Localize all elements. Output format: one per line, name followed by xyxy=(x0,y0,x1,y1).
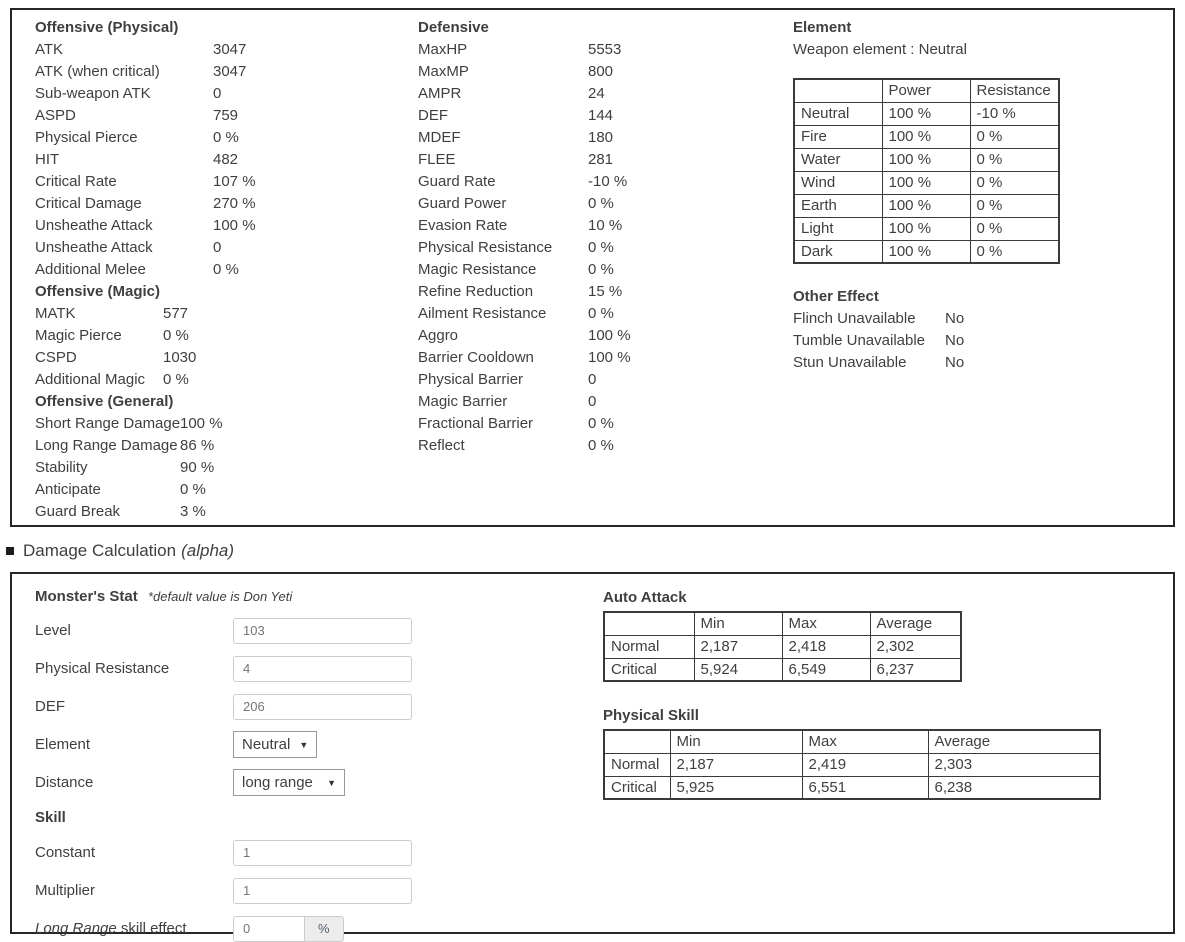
stat-value: No xyxy=(945,332,965,349)
stat-row xyxy=(35,259,418,281)
stat-label: Physical Barrier xyxy=(418,371,524,388)
stat-label: AMPR xyxy=(418,85,462,102)
stat-value: 3047 xyxy=(213,63,247,80)
stat-label: MDEF xyxy=(418,129,461,146)
element-name-cell: Wind xyxy=(794,171,882,194)
element-header-blank xyxy=(794,79,882,102)
max-damage-cell: 6,549 xyxy=(782,658,870,681)
stat-value: 15 % xyxy=(588,283,623,300)
average-damage-cell: 2,303 xyxy=(928,753,1100,776)
stat-row xyxy=(418,259,793,281)
element-table-row xyxy=(794,194,1059,217)
element-name-cell: Neutral xyxy=(794,102,882,125)
stat-row xyxy=(35,501,418,523)
aa-header-blank xyxy=(604,612,694,635)
element-power-cell: 100 % xyxy=(882,217,970,240)
element-name-cell: Water xyxy=(794,148,882,171)
stat-label: Critical Damage xyxy=(35,195,142,212)
stat-label: Stability xyxy=(35,459,88,476)
offensive-general-rows xyxy=(35,413,418,523)
stat-label: Reflect xyxy=(418,437,465,454)
stat-row xyxy=(35,193,418,215)
auto-attack-row xyxy=(604,635,961,658)
stat-label: Guard Break xyxy=(35,503,121,520)
stat-value: 0 % xyxy=(213,261,239,278)
stat-value: 5553 xyxy=(588,41,622,58)
constant-row xyxy=(35,839,603,866)
stat-row xyxy=(418,391,793,413)
stat-label: Magic Barrier xyxy=(418,393,508,410)
stat-row xyxy=(35,303,418,325)
stat-label: HIT xyxy=(35,151,60,168)
def-input[interactable] xyxy=(233,694,412,720)
stat-row xyxy=(35,171,418,193)
stat-row xyxy=(418,237,793,259)
stat-value: 1030 xyxy=(163,349,197,366)
stat-label: Unsheathe Attack xyxy=(35,217,153,234)
min-damage-cell: 2,187 xyxy=(670,753,802,776)
stat-label: Stun Unavailable xyxy=(793,354,907,371)
stat-row xyxy=(35,39,418,61)
physical-skill-block xyxy=(603,707,1173,800)
stat-value: 270 % xyxy=(213,195,256,212)
stat-value: 281 xyxy=(588,151,614,168)
stat-value: 90 % xyxy=(180,459,215,476)
offensive-magic-section xyxy=(35,281,418,391)
defensive-title: Defensive xyxy=(418,19,489,36)
stat-value: 0 % xyxy=(588,195,614,212)
stat-row xyxy=(793,308,1173,330)
monster-stat-note: *default value is Don Yeti xyxy=(147,589,293,604)
multiplier-input[interactable] xyxy=(233,878,412,904)
offensive-physical-section xyxy=(35,17,418,281)
element-table-row xyxy=(794,240,1059,263)
aa-header-average: Average xyxy=(870,612,961,635)
stat-label: Magic Pierce xyxy=(35,327,122,344)
distance-row xyxy=(35,769,603,796)
long-range-effect-input[interactable] xyxy=(233,916,305,942)
stat-label: Guard Power xyxy=(418,195,507,212)
stat-label: Guard Rate xyxy=(418,173,496,190)
stat-row xyxy=(418,61,793,83)
aa-header-min: Min xyxy=(694,612,782,635)
stat-value: 0 xyxy=(213,85,222,102)
physical-resistance-label: Physical Resistance xyxy=(35,660,170,677)
element-resistance-cell: 0 % xyxy=(970,240,1059,263)
stat-value: 107 % xyxy=(213,173,256,190)
offensive-general-section xyxy=(35,391,418,523)
offensive-stats-column xyxy=(35,17,418,525)
min-damage-cell: 5,925 xyxy=(670,776,802,799)
element-header-resistance: Resistance xyxy=(970,79,1059,102)
stat-label: Sub-weapon ATK xyxy=(35,85,151,102)
average-damage-cell: 2,302 xyxy=(870,635,961,658)
monster-stat-header xyxy=(35,588,603,609)
level-label: Level xyxy=(35,622,71,639)
stat-label: MATK xyxy=(35,305,76,322)
stat-label: ATK xyxy=(35,41,64,58)
element-resistance-cell: 0 % xyxy=(970,171,1059,194)
defensive-stats-column xyxy=(418,17,793,525)
element-resistance-cell: 0 % xyxy=(970,148,1059,171)
stat-label: Tumble Unavailable xyxy=(793,332,926,349)
stat-value: 0 % xyxy=(213,129,239,146)
stat-value: 180 xyxy=(588,129,614,146)
ps-header-min: Min xyxy=(670,730,802,753)
element-power-cell: 100 % xyxy=(882,148,970,171)
element-name-cell: Fire xyxy=(794,125,882,148)
element-resistance-cell: 0 % xyxy=(970,217,1059,240)
stat-label: ATK (when critical) xyxy=(35,63,160,80)
auto-attack-row xyxy=(604,658,961,681)
element-label: Element xyxy=(35,736,91,753)
physical-skill-table xyxy=(603,729,1101,800)
stat-row xyxy=(418,193,793,215)
element-column xyxy=(793,17,1173,525)
stat-value: 0 % xyxy=(588,305,614,322)
stat-value: 0 % xyxy=(180,481,206,498)
stat-label: FLEE xyxy=(418,151,456,168)
aa-header-max: Max xyxy=(782,612,870,635)
weapon-element-text: Weapon element : Neutral xyxy=(793,41,967,58)
stat-row xyxy=(35,215,418,237)
physical-skill-row xyxy=(604,753,1100,776)
offensive-physical-rows xyxy=(35,39,418,281)
stat-row xyxy=(35,413,418,435)
chevron-down-icon: ▼ xyxy=(299,739,309,750)
stat-value: 100 % xyxy=(588,327,631,344)
stat-row xyxy=(418,347,793,369)
max-damage-cell: 2,418 xyxy=(782,635,870,658)
stat-label: Critical Rate xyxy=(35,173,117,190)
stat-row xyxy=(35,479,418,501)
stat-label: Flinch Unavailable xyxy=(793,310,916,327)
stat-row xyxy=(418,369,793,391)
stat-label: DEF xyxy=(418,107,448,124)
element-name-cell: Light xyxy=(794,217,882,240)
stat-value: 0 % xyxy=(163,371,189,388)
stat-row xyxy=(418,325,793,347)
stat-label: Short Range Damage xyxy=(35,415,181,432)
damage-calculation-heading xyxy=(6,539,1185,563)
stat-label: Refine Reduction xyxy=(418,283,534,300)
level-input[interactable] xyxy=(233,618,412,644)
auto-attack-table xyxy=(603,611,962,682)
ps-header-blank xyxy=(604,730,670,753)
stat-row xyxy=(418,83,793,105)
stat-value: 759 xyxy=(213,107,239,124)
stat-row xyxy=(793,330,1173,352)
element-resistance-cell: 0 % xyxy=(970,125,1059,148)
element-table-row xyxy=(794,102,1059,125)
stat-label: Barrier Cooldown xyxy=(418,349,534,366)
stat-row xyxy=(35,127,418,149)
other-effect-rows xyxy=(793,308,1173,374)
stat-label: MaxHP xyxy=(418,41,468,58)
distance-select-value: long range xyxy=(242,774,313,791)
other-effect-section xyxy=(793,286,1173,374)
chevron-down-icon: ▼ xyxy=(327,777,336,788)
distance-label: Distance xyxy=(35,774,94,791)
stat-value: 0 % xyxy=(163,327,189,344)
stat-row xyxy=(35,435,418,457)
alpha-tag: (alpha) xyxy=(181,541,235,560)
stat-label: CSPD xyxy=(35,349,77,366)
stat-row xyxy=(418,39,793,61)
stat-value: 3047 xyxy=(213,41,247,58)
element-table-header-row xyxy=(794,79,1059,102)
character-stats-panel xyxy=(10,8,1175,527)
stat-label: Evasion Rate xyxy=(418,217,508,234)
stat-label: Unsheathe Attack xyxy=(35,239,153,256)
stat-value: -10 % xyxy=(588,173,628,190)
stat-value: 10 % xyxy=(588,217,623,234)
stat-value: 577 xyxy=(163,305,189,322)
element-table-row xyxy=(794,125,1059,148)
def-row xyxy=(35,693,603,720)
stat-row xyxy=(35,149,418,171)
stat-label: ASPD xyxy=(35,107,76,124)
stat-value: 100 % xyxy=(213,217,256,234)
stat-row xyxy=(418,149,793,171)
multiplier-row xyxy=(35,877,603,904)
stat-label: MaxMP xyxy=(418,63,469,80)
long-range-effect-label: Long Range skill effect xyxy=(35,920,187,937)
stat-row xyxy=(35,457,418,479)
stat-row xyxy=(418,105,793,127)
physical-skill-row xyxy=(604,776,1100,799)
offensive-magic-rows xyxy=(35,303,418,391)
stat-row xyxy=(35,83,418,105)
auto-attack-title: Auto Attack xyxy=(603,589,687,606)
element-row xyxy=(35,731,603,758)
element-resistance-cell: 0 % xyxy=(970,194,1059,217)
stat-row xyxy=(793,352,1173,374)
element-power-cell: 100 % xyxy=(882,240,970,263)
element-power-cell: 100 % xyxy=(882,171,970,194)
element-resistance-cell: -10 % xyxy=(970,102,1059,125)
stat-row xyxy=(418,127,793,149)
stat-value: 100 % xyxy=(180,415,223,432)
stat-value: 0 % xyxy=(588,261,614,278)
skill-section-title: Skill xyxy=(35,809,66,826)
physical-resistance-row xyxy=(35,655,603,682)
damage-calculation-title: Damage Calculation xyxy=(23,541,177,560)
damage-results-column xyxy=(603,588,1173,932)
stat-label: Magic Resistance xyxy=(418,261,537,278)
monster-stat-form xyxy=(35,588,603,937)
stat-label: Physical Pierce xyxy=(35,129,138,146)
stat-label: Long Range Damage xyxy=(35,437,178,454)
percent-addon: % xyxy=(305,916,344,942)
damage-calculation-panel xyxy=(10,572,1175,937)
min-damage-cell: 2,187 xyxy=(694,635,782,658)
stat-value: 0 % xyxy=(588,437,614,454)
stat-value: No xyxy=(945,310,965,327)
stat-row xyxy=(418,215,793,237)
ps-header-max: Max xyxy=(802,730,928,753)
offensive-magic-title: Offensive (Magic) xyxy=(35,283,161,300)
stat-value: 86 % xyxy=(180,437,215,454)
element-table-row xyxy=(794,171,1059,194)
level-row xyxy=(35,617,603,644)
element-power-cell: 100 % xyxy=(882,102,970,125)
def-label: DEF xyxy=(35,698,65,715)
offensive-physical-title: Offensive (Physical) xyxy=(35,19,179,36)
average-damage-cell: 6,237 xyxy=(870,658,961,681)
stat-row xyxy=(35,61,418,83)
stat-value: 0 % xyxy=(588,239,614,256)
constant-label: Constant xyxy=(35,844,96,861)
stat-row xyxy=(35,237,418,259)
stat-label: Anticipate xyxy=(35,481,101,498)
stat-value: 0 xyxy=(213,239,222,256)
hit-type-cell: Normal xyxy=(604,753,670,776)
element-table-row xyxy=(794,148,1059,171)
element-select-value: Neutral xyxy=(242,736,291,753)
element-table-row xyxy=(794,217,1059,240)
min-damage-cell: 5,924 xyxy=(694,658,782,681)
stat-value: 0 % xyxy=(588,415,614,432)
stat-label: Additional Melee xyxy=(35,261,146,278)
stat-label: Fractional Barrier xyxy=(418,415,534,432)
stat-value: 100 % xyxy=(588,349,631,366)
stat-value: 144 xyxy=(588,107,614,124)
element-name-cell: Dark xyxy=(794,240,882,263)
offensive-general-title: Offensive (General) xyxy=(35,393,174,410)
stat-label: Aggro xyxy=(418,327,459,344)
element-power-cell: 100 % xyxy=(882,194,970,217)
physical-skill-title: Physical Skill xyxy=(603,707,699,724)
stat-label: Additional Magic xyxy=(35,371,146,388)
stat-value: 24 xyxy=(588,85,605,102)
stat-label: Ailment Resistance xyxy=(418,305,547,322)
distance-select[interactable] xyxy=(233,769,345,796)
stat-value: 0 xyxy=(588,393,597,410)
element-table xyxy=(793,78,1060,264)
stat-row xyxy=(418,413,793,435)
physical-resistance-input[interactable] xyxy=(233,656,412,682)
stat-row xyxy=(418,435,793,457)
stat-row xyxy=(418,281,793,303)
element-title: Element xyxy=(793,19,852,36)
ps-header-average: Average xyxy=(928,730,1100,753)
stat-row xyxy=(418,171,793,193)
stat-row xyxy=(35,325,418,347)
element-power-cell: 100 % xyxy=(882,125,970,148)
element-select[interactable] xyxy=(233,731,317,758)
square-bullet-icon xyxy=(6,547,14,555)
element-header-power: Power xyxy=(882,79,970,102)
stat-value: 800 xyxy=(588,63,614,80)
stat-value: 3 % xyxy=(180,503,206,520)
max-damage-cell: 2,419 xyxy=(802,753,928,776)
other-effect-title: Other Effect xyxy=(793,288,879,305)
element-name-cell: Earth xyxy=(794,194,882,217)
stat-row xyxy=(35,347,418,369)
average-damage-cell: 6,238 xyxy=(928,776,1100,799)
stat-row xyxy=(35,369,418,391)
monster-stat-title: Monster's Stat xyxy=(35,588,138,605)
stat-value: 0 xyxy=(588,371,597,388)
constant-input[interactable] xyxy=(233,840,412,866)
stat-value: No xyxy=(945,354,965,371)
stat-value: 482 xyxy=(213,151,239,168)
multiplier-label: Multiplier xyxy=(35,882,96,899)
max-damage-cell: 6,551 xyxy=(802,776,928,799)
hit-type-cell: Critical xyxy=(604,658,694,681)
hit-type-cell: Normal xyxy=(604,635,694,658)
stat-row xyxy=(418,303,793,325)
hit-type-cell: Critical xyxy=(604,776,670,799)
defensive-rows xyxy=(418,39,793,457)
stat-row xyxy=(35,105,418,127)
physical-skill-header-row xyxy=(604,730,1100,753)
long-range-effect-row xyxy=(35,915,603,942)
auto-attack-header-row xyxy=(604,612,961,635)
stat-label: Physical Resistance xyxy=(418,239,553,256)
